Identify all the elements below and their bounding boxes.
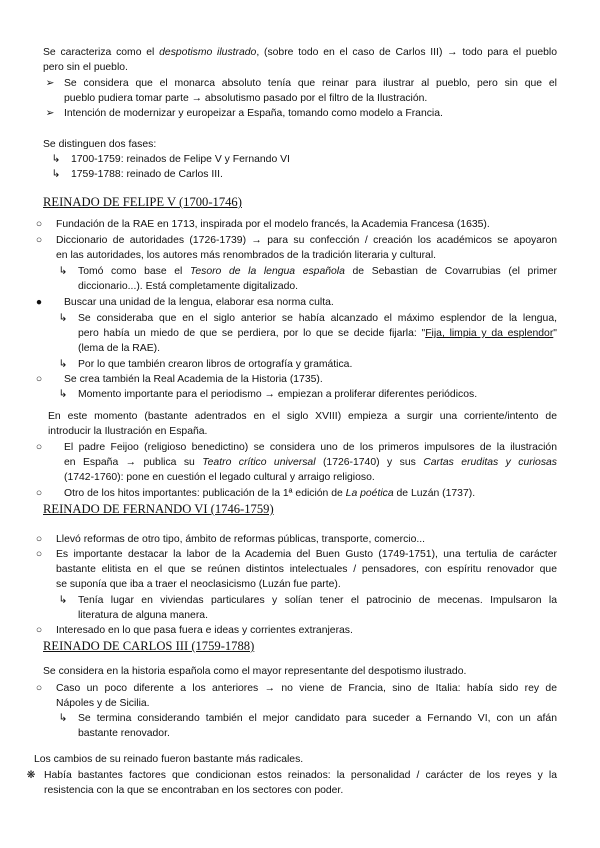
bullet-item: Intención de modernizar y europeizar a España, tomando como modelo a Francia. [64,108,443,119]
bullet-item: Se crea también la Real Academia de la Historia (1735). [64,374,323,385]
circle-bullet-icon: ○ [35,549,43,560]
sub-item: Tomó como base el Tesoro de la lengua española de Sebastian de Covarrubias (el primer diccionario...). Está completamente digitalizado. [78,266,557,292]
book-title: Teatro crítico universal [202,457,316,468]
section-heading: REINADO DE FERNANDO VI (1746-1759) [43,502,274,516]
bullet-item: Se considera que el monarca absoluto tenía que reinar para ilustrar al pueblo, pero sin que el pueblo pudiera tomar parte → absolutismo pasado por el filtro de la Ilustración. [64,78,557,104]
sub-arrow-icon: ↳ [58,713,68,724]
sub-arrow-icon: ↳ [51,154,61,165]
arrow-bullet-icon: ➢ [45,108,55,119]
star-bullet-icon: ❋ [26,770,36,781]
intro-text: , (sobre todo en el caso de Carlos III) → todo para el pueblo [256,47,557,58]
arrow-bullet-icon: ➢ [45,78,55,89]
phase-item: 1759-1788: reinado de Carlos III. [71,169,223,180]
sub-arrow-icon: ↳ [58,595,68,606]
book-title: La poética [345,488,394,499]
bullet-item: Había bastantes factores que condicionan estos reinados: la personalidad / carácter de los reyes y la resistencia con la que se encontraban en los sectores con poder. [44,770,557,796]
circle-bullet-icon: ○ [35,683,43,694]
sub-arrow-icon: ↳ [58,266,68,277]
sub-item: Por lo que también crearon libros de ortografía y gramática. [78,359,353,370]
paragraph: Se considera en la historia española como el mayor representante del despotismo ilustrado. [43,666,467,677]
circle-bullet-icon: ○ [35,442,43,453]
sub-item: Se consideraba que en el siglo anterior se había alcanzado el máximo esplendor de la lengua, pero había un miedo de que se perdiera, por lo que se decide fijarla: "Fija, limpia y da esplendor" (lema de la RAE). [78,313,557,354]
bullet-item: Llevó reformas de otro tipo, ámbito de reformas públicas, transporte, comercio... [56,534,426,545]
intro-text: Se caracteriza como el [43,47,160,58]
section-heading: REINADO DE FELIPE V (1700-1746) [43,195,242,209]
sub-item: Se termina considerando también el mejor candidato para suceder a Fernando VI, con un afán bastante renovador. [78,713,557,739]
paragraph: En este momento (bastante adentrados en el siglo XVIII) empieza a surgir una corriente/intento de introducir la Ilustración en España. [48,411,557,437]
circle-bullet-icon: ○ [35,235,43,246]
bullet-item: Es importante destacar la labor de la Academia del Buen Gusto (1749-1751), una tertulia de carácter bastante elitista en el que se reúnen distintos intelectuales / pensadores, con espíritu renovador que se suponía que iba a traer el neoclasicismo (Luzán fue parte). [56,549,557,590]
phases-title: Se distinguen dos fases: [43,139,157,150]
sub-arrow-icon: ↳ [58,313,68,324]
sub-item: Tenía lugar en viviendas particulares y solían tener el patrocinio de mecenas. Impulsaron la literatura de alguna manera. [78,595,557,621]
dot-bullet-icon: ● [35,297,43,308]
intro-paragraph [43,45,557,75]
book-title: Tesoro de la lengua española [189,266,345,277]
bullet-item: Diccionario de autoridades (1726-1739) → para su confección / creación los académicos se apoyaron en las autoridades, los autores más renombrados de la tradición literaria y cultural. [56,235,557,261]
sub-item: Momento importante para el periodismo → empiezan a proliferar diferentes periódicos. [78,389,478,400]
sub-arrow-icon: ↳ [58,359,68,370]
bullet-item: El padre Feijoo (religioso benedictino) se considera uno de los primeros impulsores de la ilustración en España → publica su Teatro crítico universal (1726-1740) y sus Cartas eruditas y curiosas (1742-1760): pone en cuestión el legado cultural y arraigo religioso. [64,442,557,483]
bullet-item: Otro de los hitos importantes: publicación de la 1ª edición de La poética de Luzán (1737). [64,488,476,499]
intro-italic: despotismo ilustrado [159,47,257,58]
circle-bullet-icon: ○ [35,219,43,230]
bullet-item: Fundación de la RAE en 1713, inspirada por el modelo francés, la Academia Francesa (1635). [56,219,490,230]
book-title: Cartas eruditas y curiosas [423,457,557,468]
sub-arrow-icon: ↳ [51,169,61,180]
phase-item: 1700-1759: reinados de Felipe V y Fernando VI [71,154,290,165]
intro-text: pero sin el pueblo. [43,62,128,73]
circle-bullet-icon: ○ [35,488,43,499]
paragraph: Los cambios de su reinado fueron bastante más radicales. [34,754,304,765]
bullet-item: Caso un poco diferente a los anteriores → no viene de Francia, sino de Italia: había sido rey de Nápoles y de Sicilia. [56,683,557,709]
sub-arrow-icon: ↳ [58,389,68,400]
circle-bullet-icon: ○ [35,534,43,545]
bullet-item: Buscar una unidad de la lengua, elaborar esa norma culta. [64,297,334,308]
rae-motto: Fija, limpia y da esplendor [425,328,554,339]
circle-bullet-icon: ○ [35,374,43,385]
circle-bullet-icon: ○ [35,625,43,636]
bullet-item: Interesado en lo que pasa fuera e ideas y corrientes extranjeras. [56,625,353,636]
section-heading: REINADO DE CARLOS III (1759-1788) [43,639,255,653]
